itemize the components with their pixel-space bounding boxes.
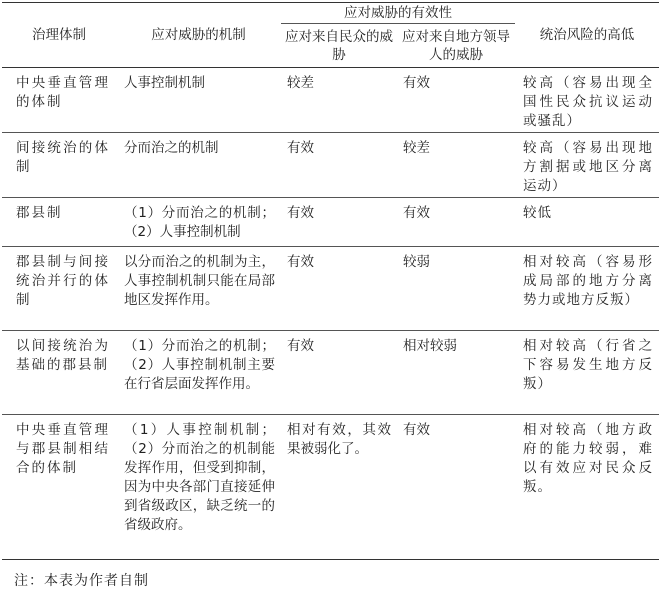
table-body [2, 68, 659, 560]
header-from-public: 应对来自民众的威胁 [281, 24, 397, 68]
cell-mechanism: （1）人事控制机制；（2）分而治之的机制能发挥作用，但受到抑制，因为中央各部门直接延伸到省级政区，缺乏统一的省级政府。 [116, 415, 281, 560]
cell-risk: 相对较高（行省之下容易发生地方反叛） [515, 331, 659, 415]
governance-comparison-table [2, 2, 659, 560]
header-mechanism: 应对威胁的机制 [116, 3, 281, 68]
cell-from-public: 有效 [281, 198, 397, 247]
cell-mechanism: 以分而治之的机制为主，人事控制机制只能在局部地区发挥作用。 [116, 247, 281, 331]
cell-from-public: 较差 [281, 68, 397, 133]
header-system: 治理体制 [2, 3, 116, 68]
header-risk: 统治风险的高低 [515, 3, 659, 68]
cell-system: 以间接统治为基础的郡县制 [2, 331, 116, 415]
cell-system: 郡县制 [2, 198, 116, 247]
cell-risk: 相对较高（地方政府的能力较弱，难以有效应对民众反叛。 [515, 415, 659, 560]
table-row [2, 198, 659, 247]
table-row [2, 415, 659, 560]
cell-from-leaders: 有效 [397, 198, 515, 247]
table-row [2, 331, 659, 415]
cell-mechanism: （1）分而治之的机制；（2）人事控制机制主要在行省层面发挥作用。 [116, 331, 281, 415]
cell-mechanism: （1）分而治之的机制；（2）人事控制机制 [116, 198, 281, 247]
cell-from-leaders: 有效 [397, 415, 515, 560]
cell-system: 郡县制与间接统治并行的体制 [2, 247, 116, 331]
table-header [2, 3, 659, 68]
comparison-table-wrapper [2, 2, 659, 560]
table-row [2, 247, 659, 331]
cell-from-public: 有效 [281, 133, 397, 198]
cell-mechanism: 分而治之的机制 [116, 133, 281, 198]
cell-risk: 相对较高（容易形成局部的地方分离势力或地方反叛） [515, 247, 659, 331]
cell-risk: 较高（容易出现全国性民众抗议运动或骚乱） [515, 68, 659, 133]
header-effectiveness: 应对威胁的有效性 [281, 3, 515, 24]
cell-mechanism: 人事控制机制 [116, 68, 281, 133]
cell-from-public: 有效 [281, 331, 397, 415]
cell-from-public: 有效 [281, 247, 397, 331]
cell-risk: 较高（容易出现地方割据或地区分离运动） [515, 133, 659, 198]
header-from-leaders: 应对来自地方领导人的威胁 [397, 24, 515, 68]
cell-from-leaders: 相对较弱 [397, 331, 515, 415]
cell-risk: 较低 [515, 198, 659, 247]
table-row [2, 133, 659, 198]
cell-from-leaders: 有效 [397, 68, 515, 133]
table-row [2, 68, 659, 133]
cell-from-public: 相对有效，其效果被弱化了。 [281, 415, 397, 560]
cell-from-leaders: 较弱 [397, 247, 515, 331]
cell-system: 中央垂直管理的体制 [2, 68, 116, 133]
table-note: 注：本表为作者自制 [14, 573, 149, 589]
cell-from-leaders: 较差 [397, 133, 515, 198]
cell-system: 中央垂直管理与郡县制相结合的体制 [2, 415, 116, 560]
cell-system: 间接统治的体制 [2, 133, 116, 198]
